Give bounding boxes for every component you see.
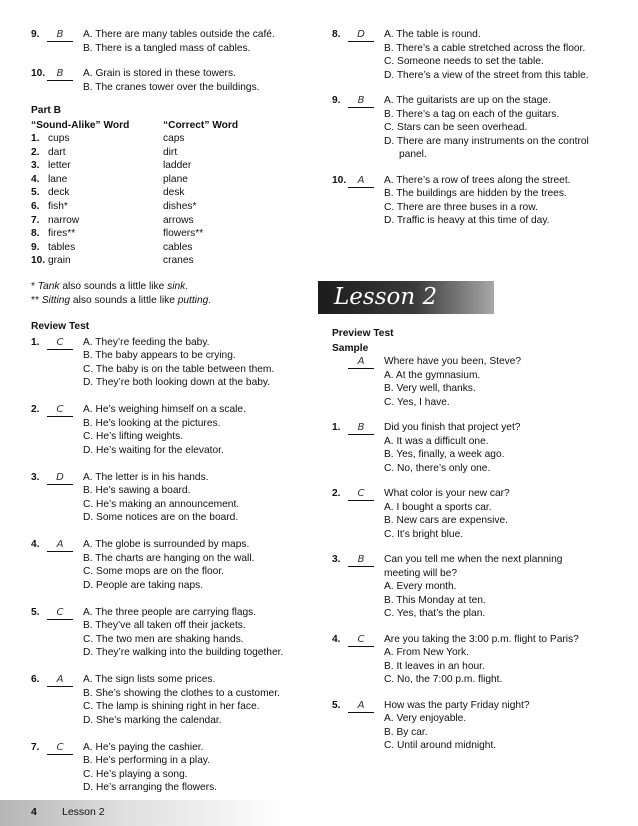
option-text: B. New cars are expensive. (384, 515, 509, 526)
row-number: 4. (31, 173, 40, 185)
option-text: A. I bought a sports car. (384, 501, 492, 513)
preview-test-title: Preview Test (332, 328, 394, 339)
question-item (332, 699, 622, 753)
answer-letter: C (47, 607, 73, 620)
answer-options (384, 174, 622, 228)
question-item (31, 741, 303, 795)
answer-letter: B (47, 68, 73, 81)
option-text: B. He’s performing in a play. (83, 755, 211, 767)
answer-options (83, 336, 303, 390)
word-text: lane (48, 173, 68, 185)
sample-item (332, 355, 622, 409)
answer-letter: C (47, 337, 73, 350)
word-text: letter (48, 160, 71, 172)
option-text: A. He’s weighing himself on a scale. (83, 404, 246, 416)
correct-word: cables (163, 241, 193, 253)
answer-options (83, 403, 303, 457)
question-text: What color is your new car? (384, 488, 510, 499)
answer-letter: C (348, 488, 374, 501)
question-item (332, 174, 622, 228)
answer-options (83, 67, 303, 94)
option-text: B. There’s a cable stretched across the floor. (384, 42, 586, 54)
answer-blank (348, 553, 384, 621)
answer-blank (47, 403, 83, 457)
answer-options (83, 471, 303, 525)
option-text: C. Yes, that’s the plan. (384, 608, 486, 619)
answer-letter: B (348, 554, 374, 567)
left-column (31, 28, 303, 808)
option-text: D. Traffic is heavy at this time of day. (384, 215, 550, 226)
option-text: A. The table is round. (384, 29, 481, 40)
option-text: D. They’re both looking down at the baby. (83, 377, 271, 389)
sound-alike-word (31, 254, 163, 268)
option-text: C. No, there’s only one. (384, 462, 491, 474)
row-number: 8. (31, 228, 40, 240)
answer-blank (47, 28, 83, 55)
answer-letter: A (47, 539, 73, 552)
question-text: Are you taking the 3:00 p.m. flight to Paris? (384, 633, 579, 645)
question-item (332, 94, 622, 162)
row-number: 5. (31, 187, 40, 199)
answer-letter: B (47, 29, 73, 42)
option-text: B. This Monday at ten. (384, 594, 486, 606)
review-test-title: Review Test (31, 321, 90, 333)
option-text: A. He’s paying the cashier. (83, 741, 204, 753)
correct-word: dirt (163, 146, 178, 158)
footnote-2: ** Sitting also sounds a little like putting. (31, 295, 212, 307)
correct-word: flowers** (163, 228, 204, 240)
word-text: grain (48, 255, 71, 267)
correct-word: dishes* (163, 201, 197, 213)
question-item (31, 28, 303, 55)
word-text: deck (48, 187, 70, 199)
answer-options (384, 633, 622, 687)
option-text: B. The cranes tower over the buildings. (83, 81, 260, 93)
option-text: A. Every month. (384, 581, 457, 592)
answer-letter: C (47, 404, 73, 417)
question-number: 8. (332, 29, 341, 40)
option-text: C. Someone needs to set the table. (384, 56, 544, 67)
option-text: B. She’s showing the clothes to a customer. (83, 687, 280, 699)
question-item (31, 673, 303, 727)
option-text: B. The buildings are hidden by the trees. (384, 188, 567, 199)
question-number: 9. (332, 95, 341, 106)
answer-blank: A (348, 355, 384, 409)
option-text: C. It’s bright blue. (384, 528, 464, 540)
row-number: 6. (31, 201, 40, 213)
answer-blank (348, 487, 384, 541)
part-b-header-sound-alike: “Sound-Alike” Word (31, 119, 130, 131)
sound-alike-word (31, 200, 163, 214)
answer-blank (47, 336, 83, 390)
option-text: B. By car. (384, 726, 428, 738)
option-text: C. The two men are shaking hands. (83, 633, 244, 645)
preview-items (332, 421, 622, 753)
question-number: 4. (332, 633, 341, 645)
correct-word: arrows (163, 214, 194, 226)
option-text: A. The sign lists some prices. (83, 674, 216, 686)
right-top-items (332, 28, 622, 228)
question-number: 3. (31, 471, 40, 483)
option-text: A. The globe is surrounded by maps. (83, 539, 250, 551)
option-text: B. The charts are hanging on the wall. (83, 552, 255, 564)
option-text: C. No, the 7:00 p.m. flight. (384, 674, 503, 685)
question-text: How was the party Friday night? (384, 699, 530, 711)
option-text: D. He’s arranging the flowers. (83, 782, 218, 794)
option-text: C. The lamp is shining right in her face. (83, 701, 260, 713)
part-b-rows (31, 132, 303, 268)
option-text: B. He’s sawing a board. (83, 485, 191, 497)
question-number: 10. (332, 174, 347, 186)
part-b-title: Part B (31, 105, 62, 116)
question-number: 3. (332, 554, 341, 565)
answer-blank (348, 699, 384, 753)
row-number: 7. (31, 214, 40, 226)
answer-blank (348, 94, 384, 162)
answer-letter: B (348, 422, 374, 435)
preview-test-section (332, 327, 622, 765)
word-text: narrow (48, 214, 80, 226)
answer-blank (47, 606, 83, 660)
word-text: dart (48, 146, 66, 158)
question-item (332, 28, 622, 82)
question-item (31, 471, 303, 525)
option-text: D. She’s marking the calendar. (83, 714, 222, 726)
option-continuation: panel. (399, 149, 427, 160)
option-text: C. Until around midnight. (384, 740, 497, 751)
option-text: A. Grain is stored in these towers. (83, 68, 236, 79)
sound-alike-word (31, 173, 163, 187)
option-text: A. At the gymnasium. (384, 369, 481, 381)
option-text: B. Yes, finally, a week ago. (384, 449, 505, 460)
option-text: B. There’s a tag on each of the guitars. (384, 108, 560, 120)
answer-letter: A (348, 175, 374, 188)
word-text: fish* (48, 201, 68, 213)
option-text: D. People are taking naps. (83, 579, 204, 591)
answer-options (83, 673, 303, 727)
option-text: A. There are many tables outside the café. (83, 29, 275, 40)
question-item (332, 553, 622, 621)
option-text: A. The letter is in his hands. (83, 471, 209, 483)
row-number: 3. (31, 160, 40, 172)
answer-blank (348, 174, 384, 228)
option-text: C. He’s playing a song. (83, 768, 188, 780)
answer-options (83, 741, 303, 795)
question-text: meeting will be? (384, 567, 458, 579)
lesson-banner-title: Lesson 2 (334, 284, 438, 310)
sound-alike-word (31, 186, 163, 200)
option-text: B. Very well, thanks. (384, 383, 476, 394)
question-text: Did you finish that project yet? (384, 422, 521, 433)
question-number: 1. (31, 336, 40, 348)
option-text: D. There’s a view of the street from this table. (384, 69, 589, 81)
answer-options (83, 538, 303, 592)
correct-word: ladder (163, 160, 192, 172)
question-number: 5. (31, 606, 40, 618)
answer-letter: B (348, 95, 374, 108)
option-text: A. Very enjoyable. (384, 713, 467, 724)
answer-options (384, 28, 622, 82)
answer-options (83, 606, 303, 660)
question-item (31, 403, 303, 457)
question-item (31, 606, 303, 660)
word-text: fires** (48, 228, 76, 240)
question-number: 10. (31, 68, 46, 79)
option-text: D. There are many instruments on the control (384, 135, 589, 147)
row-number: 10. (31, 255, 46, 267)
sample-title: Sample (332, 342, 369, 354)
option-text: C. Yes, I have. (384, 396, 450, 408)
part-b-section (31, 104, 303, 268)
answer-blank (348, 421, 384, 475)
answer-letter: D (47, 472, 73, 485)
answer-blank (348, 28, 384, 82)
option-text: C. The baby is on the table between them. (83, 363, 275, 375)
answer-blank (47, 538, 83, 592)
question-item (332, 633, 622, 687)
left-top-items (31, 28, 303, 94)
question-text: Where have you been, Steve? (384, 356, 522, 367)
word-text: cups (48, 133, 70, 145)
option-text: C. There are three buses in a row. (384, 201, 538, 213)
answer-letter: C (47, 742, 73, 755)
option-text: D. He’s waiting for the elevator. (83, 444, 224, 456)
question-number: 6. (31, 674, 40, 686)
row-number: 9. (31, 241, 40, 253)
answer-options (384, 94, 622, 162)
sound-alike-word (31, 132, 163, 146)
answer-options (384, 421, 622, 475)
question-item (332, 487, 622, 541)
question-item (332, 421, 622, 475)
question-number: 1. (332, 422, 341, 433)
question-text: Can you tell me when the next planning (384, 554, 563, 565)
sound-alike-word (31, 146, 163, 160)
correct-word: plane (163, 173, 188, 185)
page-footer (0, 800, 638, 826)
correct-word: cranes (163, 255, 194, 267)
question-number: 2. (31, 404, 40, 416)
question-number: 7. (31, 741, 40, 753)
option-text: C. He’s lifting weights. (83, 431, 184, 443)
answer-blank (47, 471, 83, 525)
question-item (31, 336, 303, 390)
question-item (31, 538, 303, 592)
review-items (31, 336, 303, 795)
row-number: 2. (31, 146, 40, 158)
answer-letter: A (47, 674, 73, 687)
question-number: 4. (31, 539, 40, 551)
answer-options (384, 699, 622, 753)
option-text: B. It leaves in an hour. (384, 660, 485, 672)
option-text: D. They’re walking into the building together. (83, 647, 284, 659)
review-test-section (31, 320, 303, 795)
option-text: A. From New York. (384, 647, 469, 658)
question-number: 9. (31, 29, 40, 40)
option-text: B. There is a tangled mass of cables. (83, 42, 251, 54)
option-text: A. It was a difficult one. (384, 435, 489, 447)
option-text: B. They’ve all taken off their jackets. (83, 620, 246, 632)
option-text: C. He’s making an announcement. (83, 498, 240, 510)
option-text: A. The three people are carrying flags. (83, 606, 257, 618)
footnotes (31, 280, 303, 308)
option-text: C. Some mops are on the floor. (83, 566, 224, 578)
sound-alike-word (31, 227, 163, 241)
lesson-banner (318, 281, 494, 314)
option-text: D. Some notices are on the board. (83, 512, 239, 524)
answer-options (384, 553, 622, 621)
option-text: B. He’s looking at the pictures. (83, 417, 221, 429)
correct-word: caps (163, 133, 185, 145)
part-b-header-correct: “Correct” Word (163, 119, 239, 131)
answer-options (83, 28, 303, 55)
answer-blank (47, 67, 83, 94)
question-item (31, 67, 303, 94)
option-text: A. They’re feeding the baby. (83, 336, 210, 348)
answer-blank (47, 673, 83, 727)
word-text: tables (48, 241, 76, 253)
option-text: A. The guitarists are up on the stage. (384, 95, 551, 106)
option-text: B. The baby appears to be crying. (83, 350, 236, 362)
question-number: 2. (332, 488, 341, 499)
answer-blank (348, 633, 384, 687)
right-column (332, 28, 622, 240)
answer-letter: C (348, 634, 374, 647)
sound-alike-word (31, 214, 163, 228)
option-text: C. Stars can be seen overhead. (384, 122, 528, 133)
correct-word: desk (163, 187, 185, 199)
question-number: 5. (332, 699, 341, 711)
answer-letter: D (348, 29, 374, 42)
option-text: A. There’s a row of trees along the street. (384, 174, 571, 186)
sound-alike-word (31, 241, 163, 255)
sound-alike-word (31, 159, 163, 173)
footer-lesson-label: Lesson 2 (62, 806, 105, 818)
part-b-table (31, 119, 303, 133)
row-number: 1. (31, 133, 40, 145)
answer-letter: A (348, 700, 374, 713)
answer-options (384, 487, 622, 541)
footnote-1: * Tank also sounds a little like sink. (31, 281, 189, 293)
answer-blank (47, 741, 83, 795)
page-number: 4 (31, 806, 37, 818)
